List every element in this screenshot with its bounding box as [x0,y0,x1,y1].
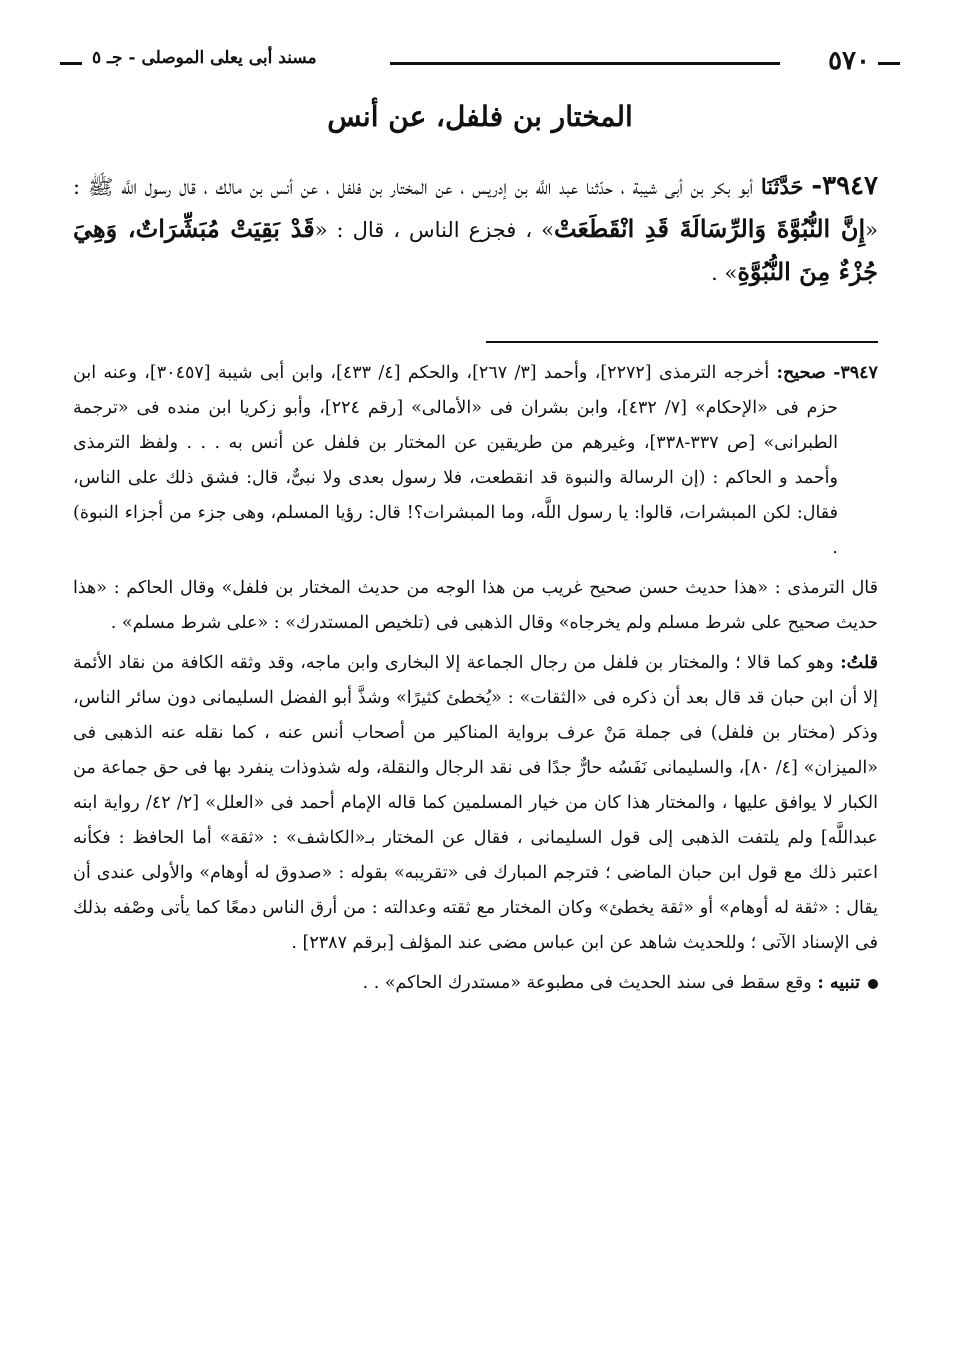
section-title: المختار بن فلفل، عن أنس [327,100,633,133]
hadith-text-1: أبو بكر بن أبى شيبة ، حدّثنا عبد اللَّه بن إدريس ، عن المختار بن فلفل ، عن أنس بن مالك ، قال رسول اللَّه ﷺ : « [73,175,878,242]
commentary-label: قلتُ: [840,653,878,673]
footnote-separator [486,341,878,343]
commentary-text: وهو كما قالا ؛ والمختار بن فلفل من رجال الجماعة إلا البخارى وابن ماجه، وقد وثقه الكافة من نقاد الأئمة إلا أن ابن حبان قد قال بعد أن ذكره فى «الثقات» : «يُخطئ كثيرًا» وشذَّ أبو الفضل السليمانى دون سائر الناس، وذكر (مختار بن فلفل) فى جملة مَنْ عرف برواية المناكير من أصحاب أنس عنه ، كما نقله عنه الذهبى فى «الميزان» [٤/ ٨٠]، والسليمانى نَفَسُه حارٌّ جدًا فى نقد الرجال والنقلة، وله شذوذات ينفرد بها فى حق جماعة من الكبار لا يوافق عليها ، والمختار هذا كان من خيار المسلمين كما قاله الإمام أحمد فى «العلل» [٢/ ٤٢/ رواية ابنه عبداللَّه] ولم يلتفت الذهبى إلى قول السليمانى ، فقال عن المختار بـ«الكاشف» : «ثقة» أما الحافظ : فكأنه اعتبر ذلك مع قول ابن حبان الماضى ؛ فترجم المبارك فى «تقريبه» بقوله : «صدوق له أوهام» والأولى عندى أن يقال : «ثقة له أوهام» أو «ثقة يخطئ» وكان المختار مع ثقته وعدالته : من أرق الناس دمعًا كما يأتى وصْفه بذلك فى الإسناد الآتى ؛ وللحديث شاهد عن ابن عباس مضى عند المؤلف [برقم ٢٣٨٧] . [73,653,879,953]
page-number: ٥٧٠ [828,46,870,76]
footnotes [73,356,878,1006]
footnote-note [73,966,878,1001]
footnote-number: ٣٩٤٧- [833,363,878,383]
hadith-quote-1: إِنَّ النُّبُوَّةَ وَالرِّسَالَةَ قَدِ انْقَطَعَتْ [553,214,866,243]
footnote-tirmidhi-hakim: قال الترمذى : «هذا حديث حسن صحيح غريب من هذا الوجه من حديث المختار بن فلفل» وقال الحاكم : «هذا حديث صحيح على شرط مسلم ولم يخرجاه» وقال الذهبى فى (تلخيص المستدرك» : «على شرط مسلم» . [73,578,878,633]
bullet-icon [868,979,878,989]
header-dash-right [878,62,900,65]
book-title: مسند أبى يعلى الموصلى - جـ ٥ [92,48,317,68]
note-text: وقع سقط فى سند الحديث فى مطبوعة «مستدرك الحاكم» . . [362,973,812,993]
grade-label: صحيح: [776,363,826,383]
header-rule [390,62,780,65]
hadith-quote-2: قَدْ بَقِيَتْ مُبَشِّرَاتٌ، وَهِيَ جُزْءٌ مِنَ النُّبُوَّةِ [73,214,878,286]
hadith-text-2: » ، فجزع الناس ، قال : « [314,218,554,242]
takhrij-text: أخرجه الترمذى [٢٢٧٢]، وأحمد [٣/ ٢٦٧]، والحكم [٤/ ٤٣٣]، وابن أبى شيبة [٣٠٤٥٧]، وعنه ابن حزم فى «الإحكام» [٧/ ٤٣٢]، وابن بشران فى «الأمالى» [رقم ٢٢٤]، وأبو زكريا ابن منده فى «ترجمة الطبرانى» [ص ٣٣٧-٣٣٨]، وغيرهم من طريقين عن المختار بن فلفل عن أنس به . . . ولفظ الترمذى وأحمد و الحاكم : (إن الرسالة والنبوة قد انقطعت، فلا رسول بعدى ولا نبىٌّ، قال: فشق ذلك على الناس، فقال: لكن المبشرات، قالوا: يا رسول اللَّه، وما المبشرات؟! قال: رؤيا المسلم، وهى جزء من أجزاء النبوة) . [73,363,838,558]
hadith-text [73,166,878,294]
hadith-number: ٣٩٤٧- [811,171,878,201]
footnote-commentary [73,646,878,961]
footnote-takhrij [73,356,878,566]
running-header [60,40,900,80]
hadith-intro: حَدَّثَنَا [760,174,804,199]
header-dash-left [60,62,82,65]
note-label: تنبيه : [817,973,860,993]
hadith-text-3: » . [711,261,738,285]
